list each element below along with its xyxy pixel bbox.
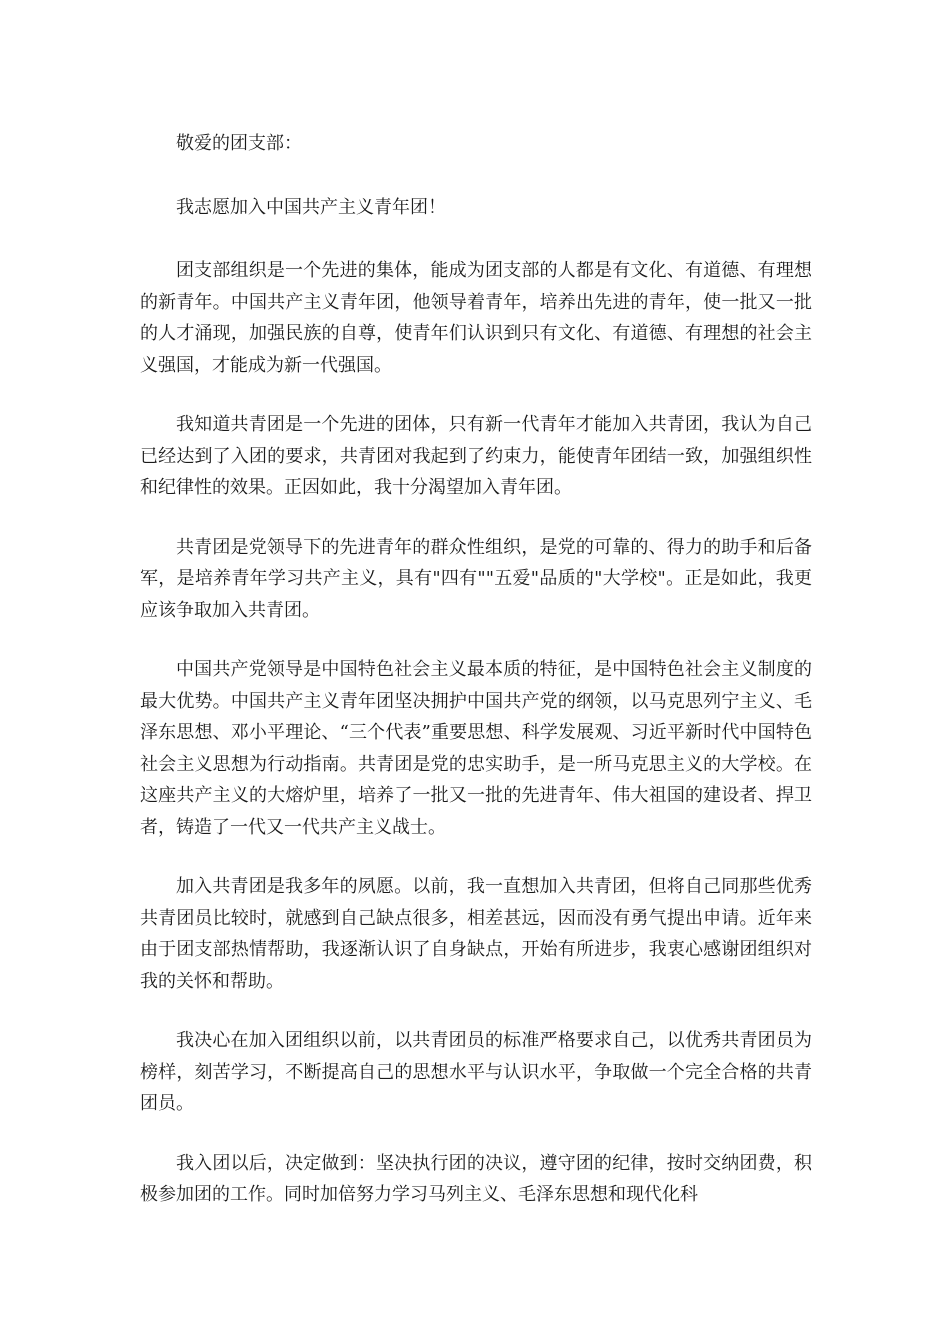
letter-paragraph-5: 中国共产党领导是中国特色社会主义最本质的特征，是中国特色社会主义制度的最大优势。中国共产主义青年团坚决拥护中国共产党的纲领，以马克思列宁主义、毛泽东思想、邓小平理论、“三个代表”重要思想、科学发展观、习近平新时代中国特色社会主义思想为行动指南。共青团是党的忠实助手，是一所马克思主义的大学校。在这座共产主义的大熔炉里，培养了一批又一批的先进青年、伟大祖国的建设者、捍卫者，铸造了一代又一代共产主义战士。 xyxy=(140,659,812,838)
letter-paragraph-6: 加入共青团是我多年的夙愿。以前，我一直想加入共青团，但将自己同那些优秀共青团员比较时，就感到自己缺点很多，相差甚远，因而没有勇气提出申请。近年来由于团支部热情帮助，我逐渐认识了自身缺点，开始有所进步，我衷心感谢团组织对我的关怀和帮助。 xyxy=(140,876,812,992)
letter-paragraph-3: 我知道共青团是一个先进的团体，只有新一代青年才能加入共青团，我认为自己已经达到了入团的要求，共青团对我起到了约束力，能使青年团结一致，加强组织性和纪律性的效果。正因如此，我十分渴望加入青年团。 xyxy=(140,414,812,498)
letter-paragraph-4: 共青团是党领导下的先进青年的群众性组织，是党的可靠的、得力的助手和后备军，是培养青年学习共产主义，具有"四有""五爱"品质的"大学校"。正是如此，我更应该争取加入共青团。 xyxy=(140,536,812,621)
letter-paragraph-1: 我志愿加入中国共产主义青年团！ xyxy=(176,196,446,218)
letter-paragraph-7: 我决心在加入团组织以前，以共青团员的标准严格要求自己，以优秀共青团员为榜样，刻苦学习，不断提高自己的思想水平与认识水平，争取做一个完全合格的共青团员。 xyxy=(140,1030,812,1114)
letter-paragraph-2: 团支部组织是一个先进的集体，能成为团支部的人都是有文化、有道德、有理想的新青年。中国共产主义青年团，他领导着青年，培养出先进的青年，使一批又一批的人才涌现，加强民族的自尊，使青年们认识到只有文化、有道德、有理想的社会主义强国，才能成为新一代强国。 xyxy=(140,260,812,376)
letter-paragraph-8: 我入团以后，决定做到：坚决执行团的决议，遵守团的纪律，按时交纳团费，积极参加团的工作。同时加倍努力学习马列主义、毛泽东思想和现代化科 xyxy=(140,1152,812,1205)
letter-greeting: 敬爱的团支部： xyxy=(176,133,302,154)
letter-body xyxy=(140,128,812,1239)
